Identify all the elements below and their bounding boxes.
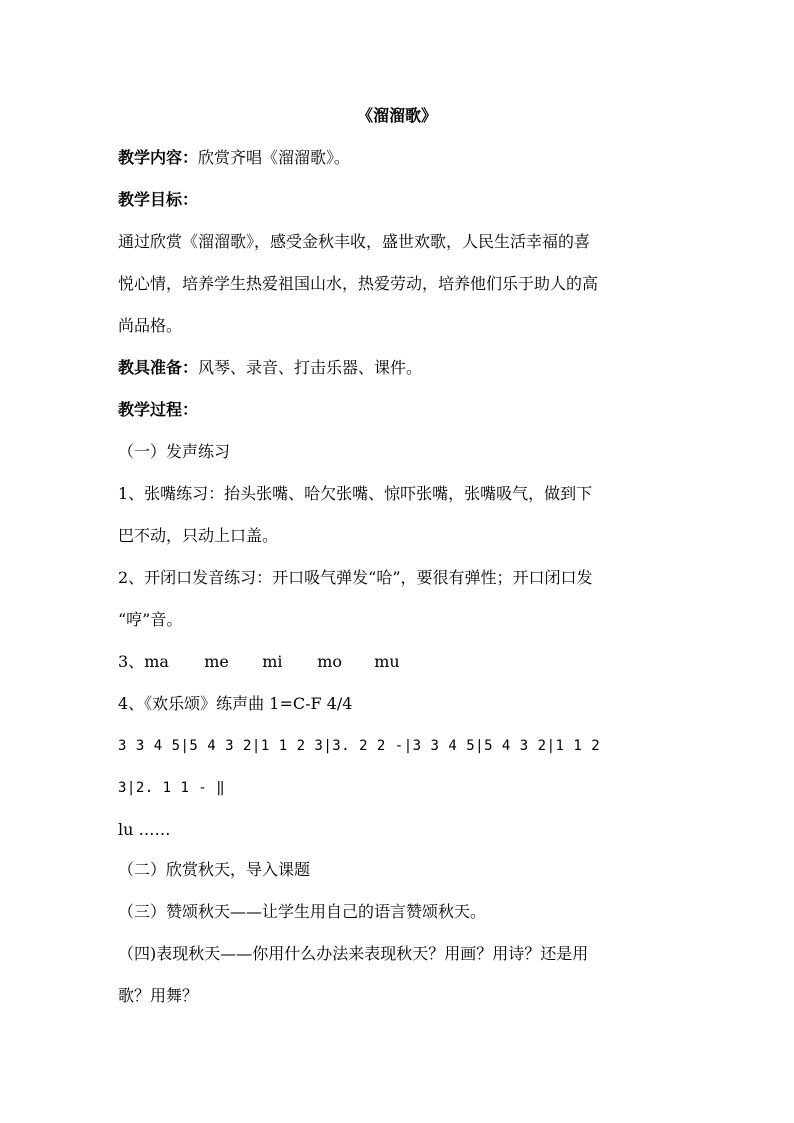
- section-2-heading: （二）欣赏秋天，导入课题: [118, 860, 311, 879]
- item-4-line: 4、《欢乐颂》练声曲 1=C-F 4/4: [118, 694, 353, 713]
- item-2-line-1: 2、开闭口发音练习：开口吸气弹发“哈”，要很有弹性；开口闭口发: [118, 568, 593, 587]
- item-1-line-2: 巴不动，只动上口盖。: [118, 526, 279, 545]
- content-text: 欣赏齐唱《溜溜歌》。: [198, 148, 351, 167]
- syllable-me: me: [204, 652, 229, 671]
- goal-line-1: 通过欣赏《溜溜歌》，感受金秋丰收，盛世欢歌，人民生活幸福的喜: [118, 232, 591, 251]
- syllable-mu: mu: [374, 652, 400, 671]
- syllable-ma: ma: [144, 652, 169, 671]
- process-label: 教学过程：: [118, 400, 199, 419]
- prep-line: [118, 358, 422, 378]
- notation-line-2: 3|2. 1 1 - ‖: [118, 780, 226, 796]
- lu-line: lu ……: [118, 820, 171, 839]
- section-4-line-2: 歌？用舞？: [118, 986, 199, 1005]
- section-1-heading: （一）发声练习: [118, 442, 231, 461]
- item-1-line-1: 1、张嘴练习：抬头张嘴、哈欠张嘴、惊吓张嘴，张嘴吸气，做到下: [118, 484, 593, 503]
- prep-text: 风琴、录音、打击乐器、课件。: [198, 358, 423, 377]
- item-3-line: [118, 652, 400, 672]
- syllable-mo: mo: [317, 652, 342, 671]
- goal-line-3: 尚品格。: [118, 316, 183, 335]
- document-title: 《溜溜歌》: [356, 106, 437, 125]
- content-line: [118, 148, 350, 168]
- item-2-line-2: “哼”音。: [118, 610, 183, 629]
- section-4-line-1: （四)表现秋天——你用什么办法来表现秋天？用画？用诗？还是用: [118, 944, 589, 963]
- section-3-heading: （三）赞颂秋天——让学生用自己的语言赞颂秋天。: [118, 902, 487, 921]
- prep-label: 教具准备：: [118, 358, 199, 377]
- syllable-mi: mi: [262, 652, 283, 671]
- item-3-prefix: 3、: [118, 652, 145, 671]
- notation-line-1: 3 3 4 5|5 4 3 2|1 1 2 3|3. 2 2 -|3 3 4 5|5 4 3 2|1 1 2: [118, 738, 601, 754]
- goal-line-2: 悦心情，培养学生热爱祖国山水，热爱劳动，培养他们乐于助人的高: [118, 274, 599, 293]
- content-label: 教学内容：: [118, 148, 199, 167]
- goal-label: 教学目标：: [118, 190, 199, 209]
